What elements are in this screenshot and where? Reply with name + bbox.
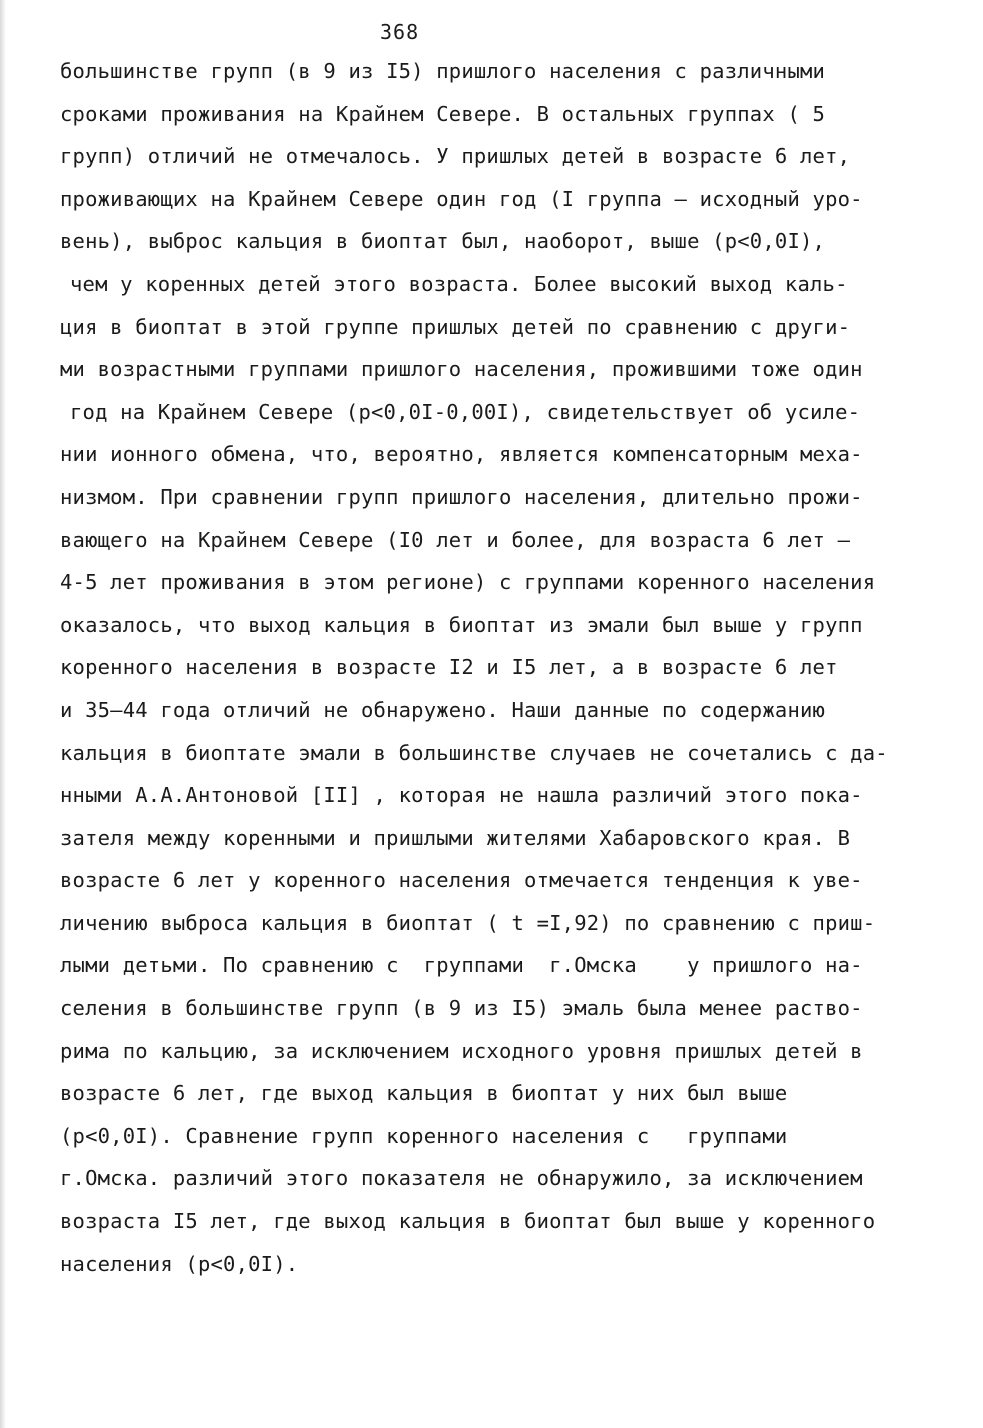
text-line: оказалось, что выход кальция в биоптат из эмали был выше у групп [60, 612, 863, 637]
body-text [60, 50, 940, 1285]
text-line: лыми детьми. По сравнению с группами г.Омска у пришлого на- [60, 953, 863, 978]
text-line: проживающих на Крайнем Севере один год (I группа – исходный уро- [60, 186, 863, 211]
text-line: групп) отличий не отмечалось. У пришлых детей в возрасте 6 лет, [60, 144, 851, 169]
text-line: вающего на Крайнем Севере (I0 лет и более, для возраста 6 лет – [60, 527, 851, 552]
text-line: возраста I5 лет, где выход кальция в биоптат был выше у коренного [60, 1209, 876, 1234]
text-line: ми возрастными группами пришлого населения, прожившими тоже один [60, 357, 863, 382]
text-line: рима по кальцию, за исключением исходного уровня пришлых детей в [60, 1038, 863, 1063]
text-line: и 35–44 года отличий не обнаружено. Наши данные по содержанию [60, 697, 826, 722]
text-line: (р<0,0I). Сравнение групп коренного населения с группами [60, 1123, 788, 1148]
text-line: зателя между коренными и пришлыми жителями Хабаровского края. В [60, 825, 851, 850]
text-line: личению выброса кальция в биоптат ( t =I,92) по сравнению с приш- [60, 910, 876, 935]
page-number: 368 [380, 20, 420, 44]
text-line: населения (р<0,0I). [60, 1251, 299, 1276]
text-line: возрасте 6 лет у коренного населения отмечается тенденция к уве- [60, 868, 863, 893]
text-line: селения в большинстве групп (в 9 из I5) эмаль была менее раство- [60, 996, 863, 1021]
text-line: большинстве групп (в 9 из I5) пришлого населения с различными [60, 59, 826, 83]
page-edge-shadow [0, 0, 6, 1428]
text-line: нии ионного обмена, что, вероятно, является компенсаторным меха- [60, 442, 863, 467]
text-line: низмом. При сравнении групп пришлого населения, длительно прожи- [60, 484, 863, 509]
text-line: нными А.А.Антоновой [II] , которая не нашла различий этого пока- [60, 783, 863, 808]
text-line: 4-5 лет проживания в этом регионе) с группами коренного населения [60, 570, 876, 595]
text-line: кальция в биоптате эмали в большинстве случаев не сочетались с да- [60, 740, 888, 765]
text-line: чем у коренных детей этого возраста. Более высокий выход каль- [70, 271, 848, 296]
text-line: г.Омска. различий этого показателя не обнаружило, за исключением [60, 1166, 863, 1191]
text-line: сроками проживания на Крайнем Севере. В остальных группах ( 5 [60, 101, 826, 126]
text-line: коренного населения в возрасте I2 и I5 лет, а в возрасте 6 лет [60, 655, 838, 680]
text-line: ция в биоптат в этой группе пришлых детей по сравнению с други- [60, 314, 851, 339]
text-line: год на Крайнем Севере (р<0,0I-0,00I), свидетельствует об усиле- [70, 399, 861, 424]
text-line: возрасте 6 лет, где выход кальция в биоптат у них был выше [60, 1081, 788, 1106]
text-line: вень), выброс кальция в биоптат был, наоборот, выше (р<0,0I), [60, 229, 826, 254]
